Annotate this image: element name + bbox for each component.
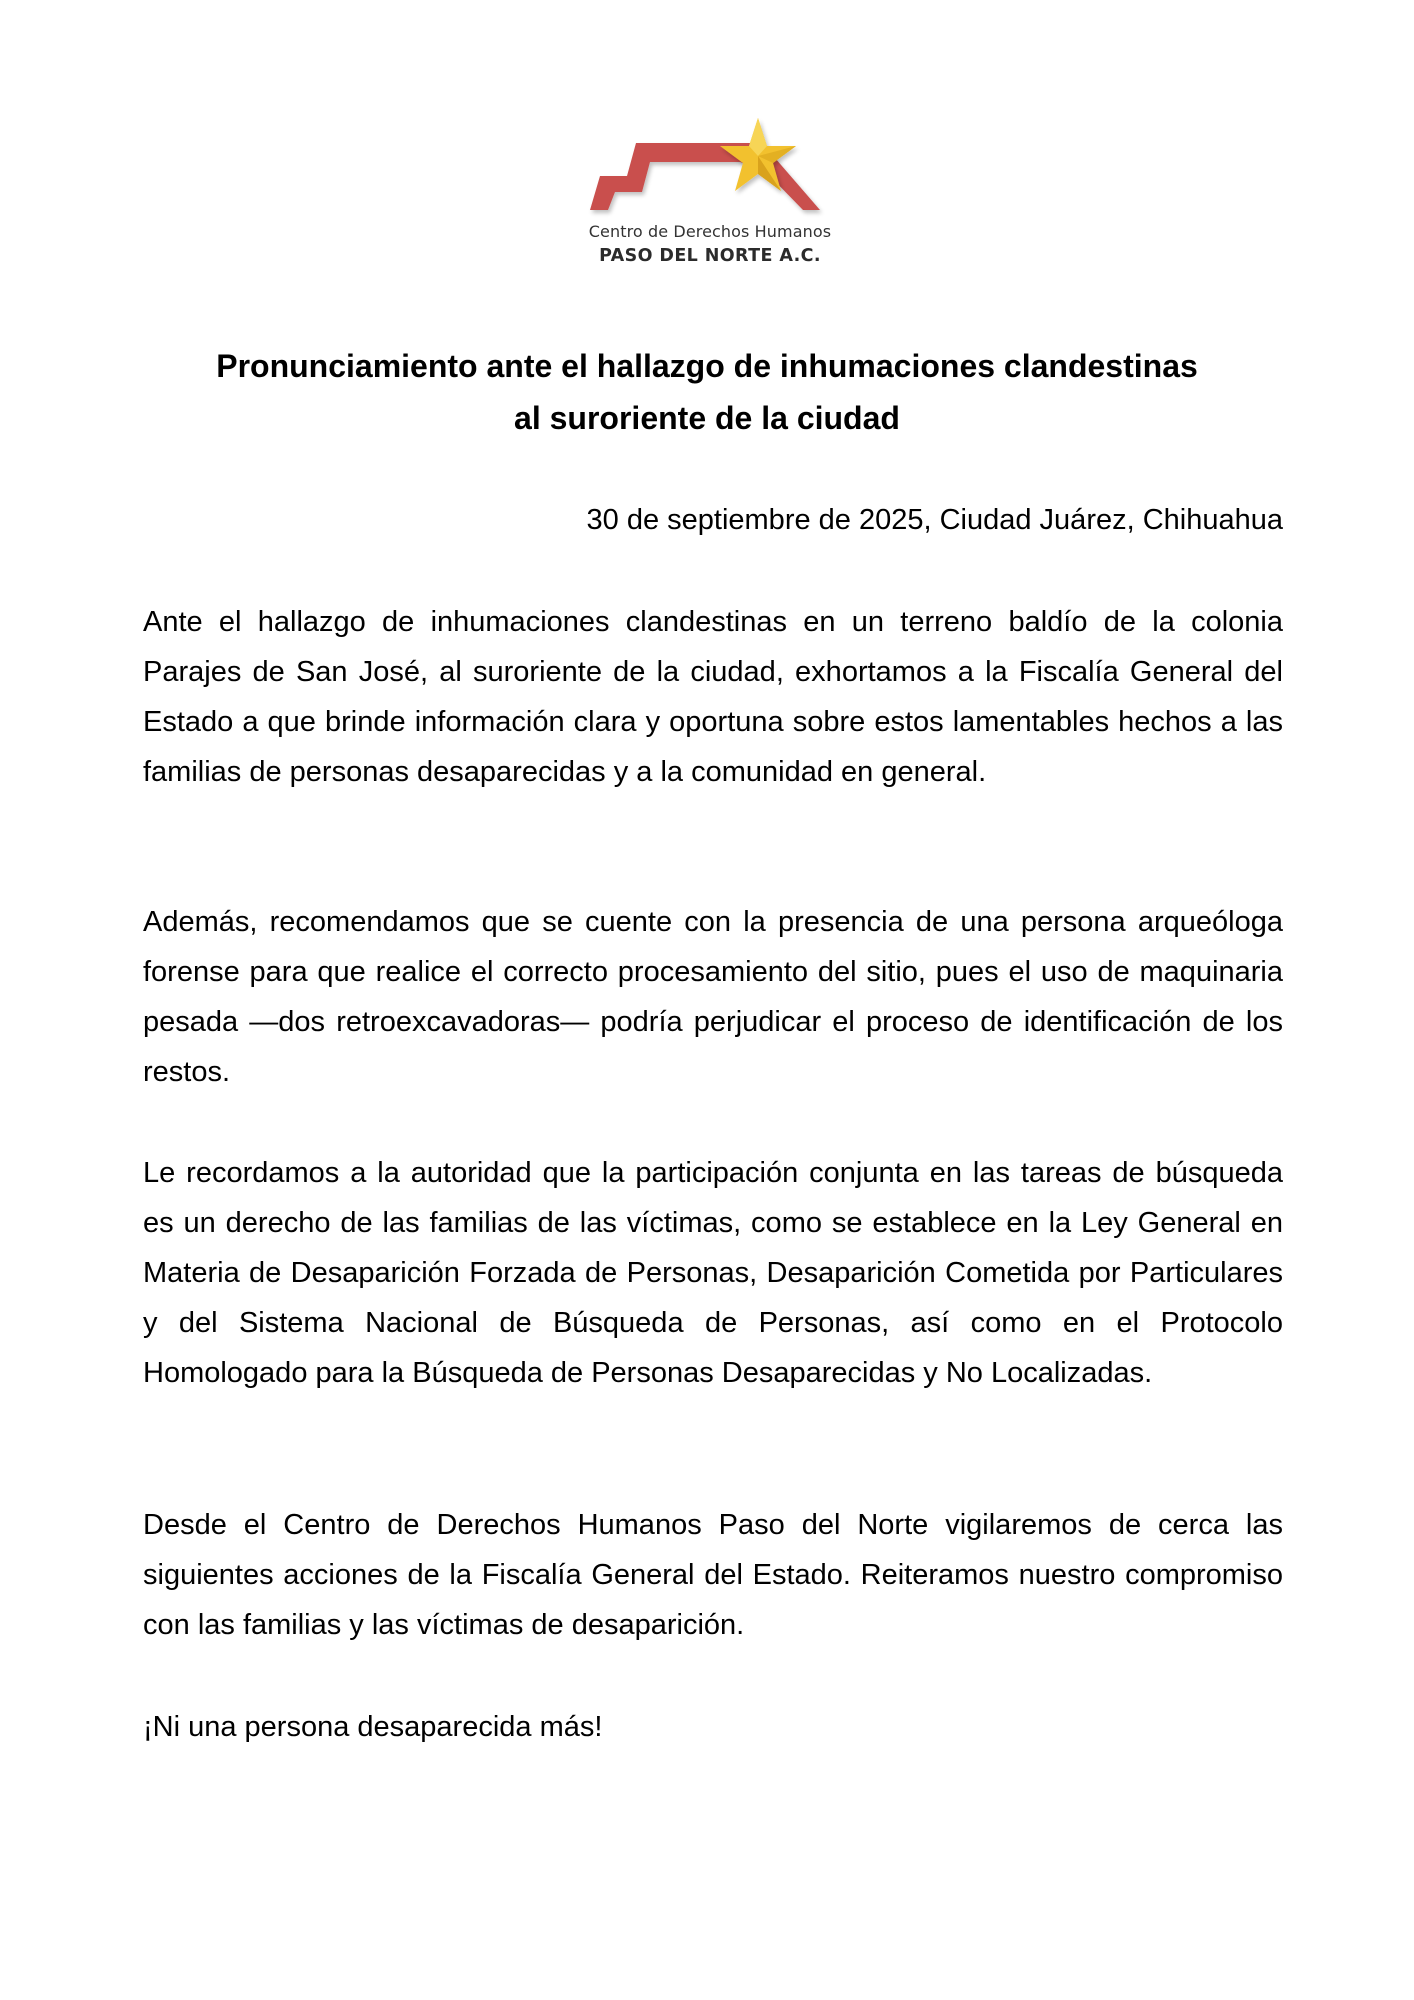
paragraph-1: Ante el hallazgo de inhumaciones clandestinas en un terreno baldío de la colonia Parajes de San José, al suroriente de la ciudad, exhortamos a la Fiscalía General del Estado a que brinde información clara y oportuna sobre estos lamentables hechos a las familias de personas desaparecidas y a la comunidad en general. <box>143 606 1283 788</box>
closing-slogan: ¡Ni una persona desaparecida más! <box>143 1711 603 1743</box>
organization-logo <box>560 110 860 280</box>
title-line-2: al suroriente de la ciudad <box>514 400 900 436</box>
paragraph-2: Además, recomendamos que se cuente con la presencia de una persona arqueóloga forense para que realice el correcto procesamiento del sitio, pues el uso de maquinaria pesada —dos retroexcavadoras— podría perjudicar el proceso de identificación de los restos. <box>143 906 1283 1088</box>
paragraph-3: Le recordamos a la autoridad que la participación conjunta en las tareas de búsqueda es un derecho de las familias de las víctimas, como se establece en la Ley General en Materia de Desaparición Forzada de Personas, Desaparición Cometida por Particulares y del Sistema Nacional de Búsqueda de Personas, así como en el Protocolo Homologado para la Búsqueda de Personas Desaparecidas y No Localizadas. <box>143 1157 1283 1389</box>
logo-graphic <box>560 110 860 220</box>
dateline: 30 de septiembre de 2025, Ciudad Juárez, Chihuahua <box>586 504 1283 536</box>
logo-name: PASO DEL NORTE A.C. <box>599 246 821 266</box>
document-title <box>120 340 1294 444</box>
title-line-1: Pronunciamiento ante el hallazgo de inhumaciones clandestinas <box>216 348 1198 384</box>
paragraph-4: Desde el Centro de Derechos Humanos Paso del Norte vigilaremos de cerca las siguientes acciones de la Fiscalía General del Estado. Reiteramos nuestro compromiso con las familias y las víctimas de desaparición. <box>143 1509 1283 1641</box>
logo-subtitle: Centro de Derechos Humanos <box>588 222 832 241</box>
